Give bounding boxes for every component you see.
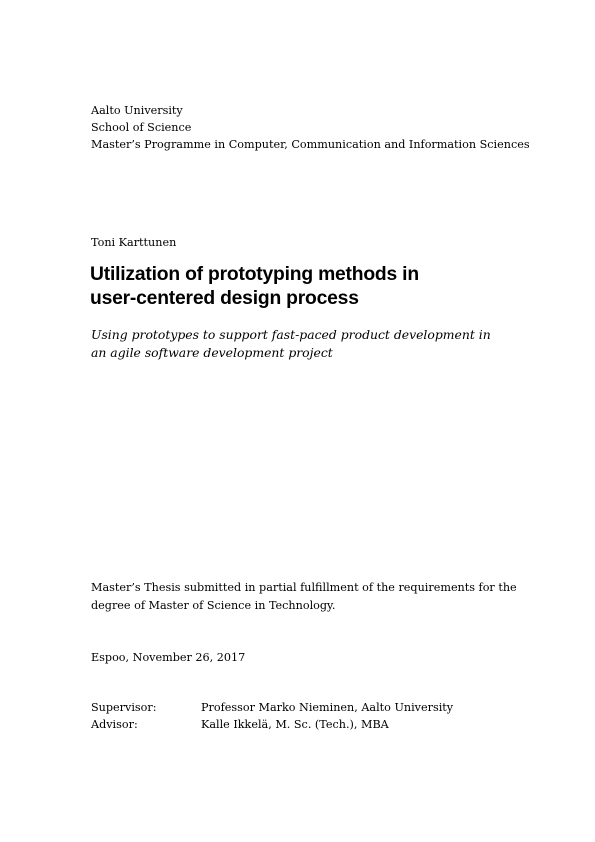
university-name: Aalto University — [91, 104, 183, 117]
thesis-title-line: user-centered design process — [90, 288, 359, 309]
advisor-value: Kalle Ikkelä, M. Sc. (Tech.), MBA — [201, 718, 389, 731]
advisor-label: Advisor: — [91, 718, 138, 731]
programme-name: Master’s Programme in Computer, Communication and Information Sciences — [91, 138, 530, 151]
thesis-subtitle — [91, 326, 491, 362]
thesis-title — [90, 263, 510, 311]
thesis-title-line: Utilization of prototyping methods in — [90, 264, 419, 285]
thesis-subtitle-line: Using prototypes to support fast-paced product development in — [91, 327, 491, 342]
thesis-subtitle-line: an agile software development project — [91, 345, 333, 360]
school-name: School of Science — [91, 121, 192, 134]
place-date: Espoo, November 26, 2017 — [91, 651, 246, 664]
supervisor-value: Professor Marko Nieminen, Aalto University — [201, 701, 454, 714]
submission-line: Master’s Thesis submitted in partial fulfillment of the requirements for the — [91, 581, 517, 594]
supervisor-label: Supervisor: — [91, 701, 157, 714]
submission-statement — [91, 579, 517, 615]
submission-line: degree of Master of Science in Technology. — [91, 599, 336, 612]
author-name: Toni Karttunen — [91, 236, 177, 249]
